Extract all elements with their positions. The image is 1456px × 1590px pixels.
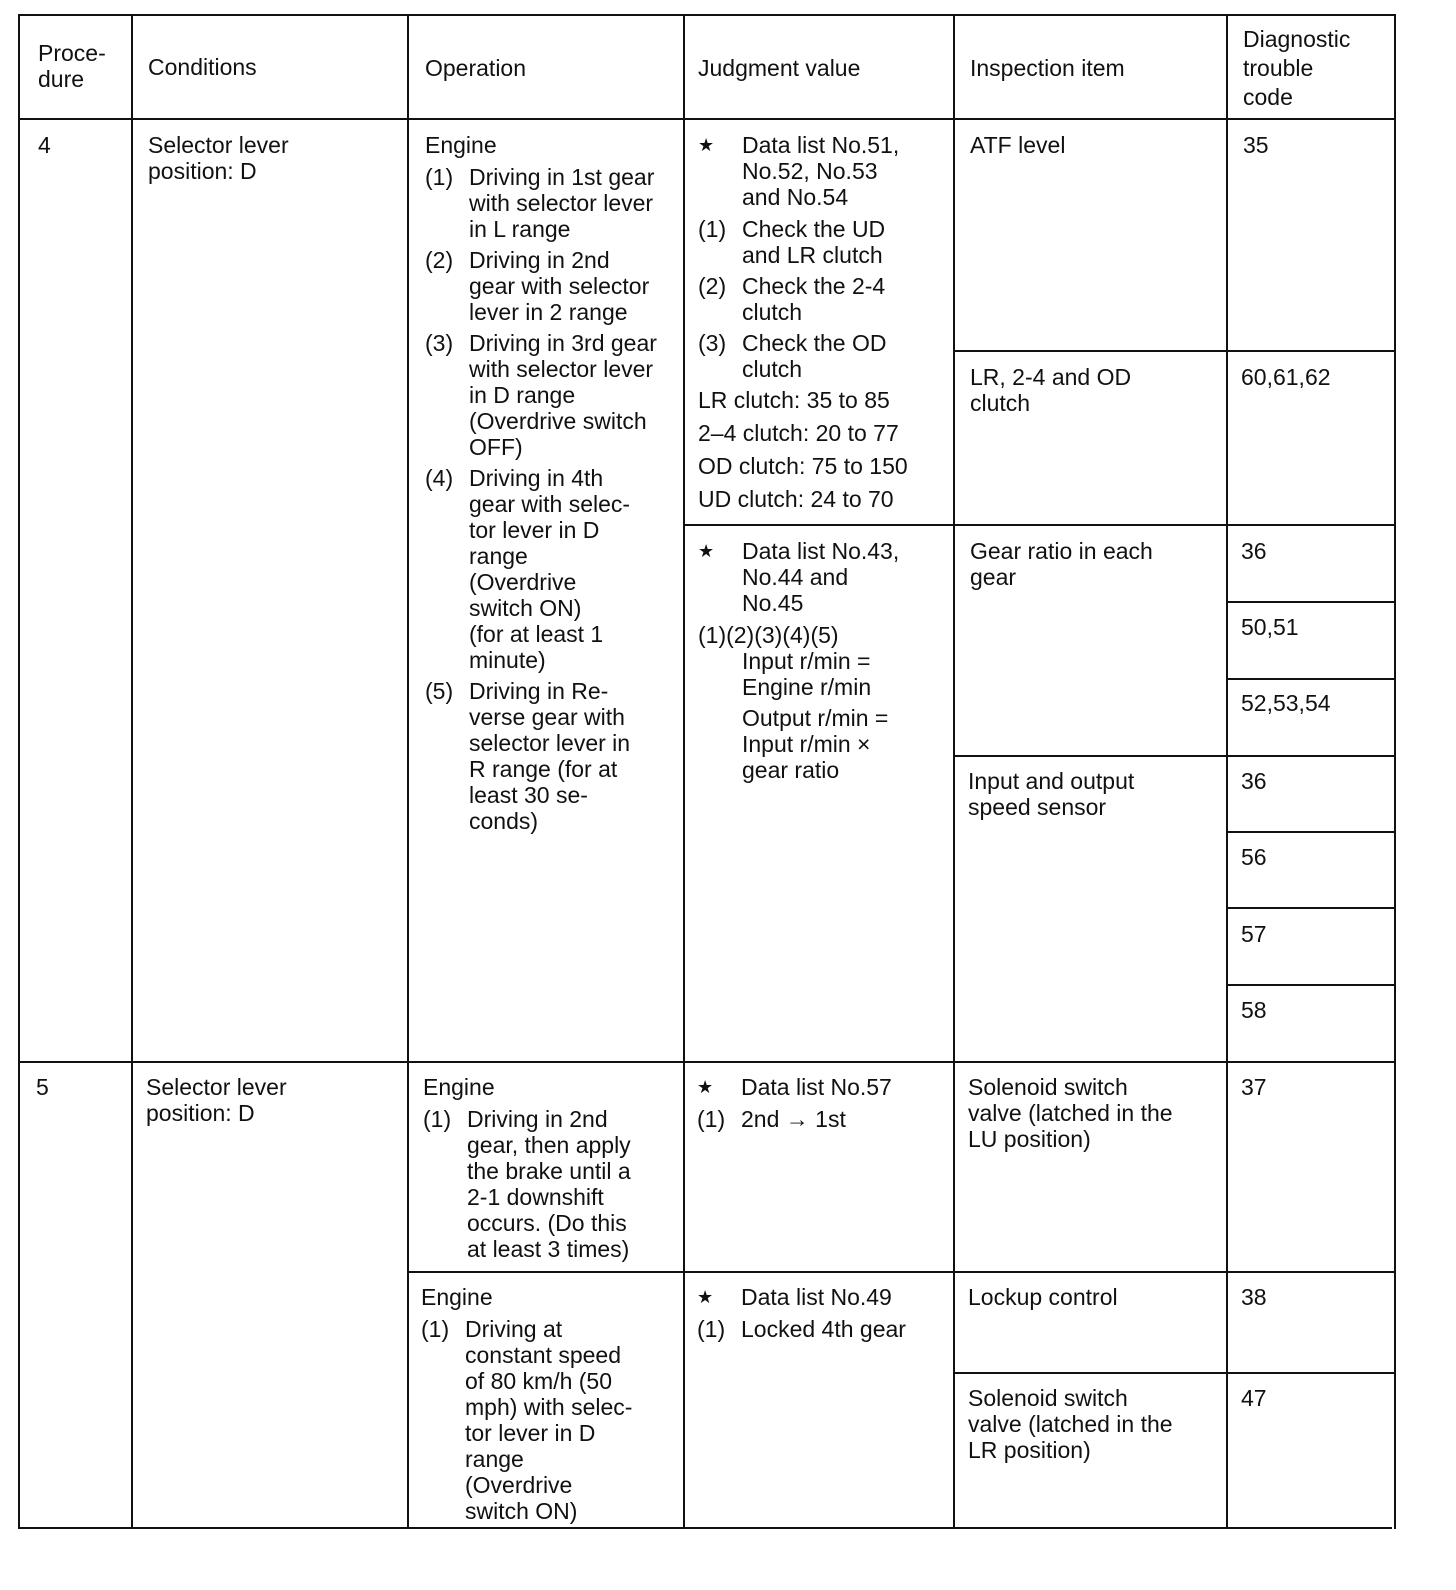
list-item: (1) Driving in 1st gear with selector lever in L range — [425, 164, 655, 242]
header-inspection-item: Inspection item — [970, 55, 1125, 81]
list-item: (1) 2nd → 1st — [697, 1106, 846, 1132]
cell-rule — [1226, 831, 1396, 833]
header-procedure: Proce- dure — [38, 40, 106, 92]
list-item: (4) Driving in 4th gear with selec- tor lever in D range (Overdrive switch ON) (for at least 1 minute) — [425, 465, 631, 673]
list-item: (3) Check the OD clutch — [698, 330, 887, 382]
table-border-right — [1394, 14, 1396, 1529]
dtc-code: 35 — [1243, 132, 1269, 158]
dtc-code: 52,53,54 — [1241, 690, 1331, 716]
formula: Input r/min = Engine r/min — [742, 648, 872, 700]
cell-rule — [953, 350, 1396, 352]
row-divider — [18, 1061, 1396, 1063]
cell-rule — [1226, 601, 1396, 603]
list-item: (3) Driving in 3rd gear with selector lever in D range (Overdrive switch OFF) — [425, 330, 657, 460]
cell-rule — [1226, 678, 1396, 680]
operation-cell — [421, 1284, 673, 1524]
dtc-code: 36 — [1241, 768, 1267, 794]
judgment-cell — [697, 1074, 947, 1132]
list-item: (1) Locked 4th gear — [697, 1316, 906, 1342]
inspection-item: LR, 2-4 and OD clutch — [970, 364, 1132, 416]
clutch-range: LR clutch: 35 to 85 — [698, 387, 890, 413]
col-divider — [953, 14, 955, 1529]
dtc-code: 60,61,62 — [1241, 364, 1331, 390]
header-judgment-value: Judgment value — [698, 55, 861, 81]
clutch-range: 2–4 clutch: 20 to 77 — [698, 420, 899, 446]
procedure-number: 4 — [38, 132, 51, 158]
header-operation: Operation — [425, 55, 527, 81]
inspection-item: Input and output speed sensor — [968, 768, 1135, 820]
list-item: (2) Check the 2-4 clutch — [698, 273, 886, 325]
operation-list — [421, 1316, 673, 1524]
table-border-left — [18, 14, 20, 1529]
formula: Output r/min = Input r/min × gear ratio — [742, 705, 889, 783]
operation-title: Engine — [425, 132, 497, 158]
data-list-reference: ★ Data list No.49 — [697, 1284, 892, 1310]
list-item: (1) Check the UD and LR clutch — [698, 216, 886, 268]
inspection-item: Lockup control — [968, 1284, 1118, 1310]
header-bottom-rule — [18, 118, 1396, 120]
operation-title: Engine — [421, 1284, 493, 1310]
dtc-code: 37 — [1241, 1074, 1267, 1100]
star-icon: ★ — [697, 1077, 714, 1097]
list-item: (5) Driving in Re- verse gear with selector lever in R range (for at least 30 se- conds) — [425, 678, 631, 834]
dtc-code: 58 — [1241, 997, 1267, 1023]
operation-cell — [423, 1074, 673, 1262]
dtc-code: 38 — [1241, 1284, 1267, 1310]
col-divider — [683, 14, 685, 1529]
inspection-item: Solenoid switch valve (latched in the LU position) — [968, 1074, 1173, 1152]
procedure-number: 5 — [36, 1074, 49, 1100]
cell-rule — [683, 524, 1396, 526]
clutch-range: UD clutch: 24 to 70 — [698, 486, 894, 512]
cell-rule — [953, 755, 1396, 757]
list-item: (1) Driving in 2nd gear, then apply the brake until a 2-1 downshift occurs. (Do this at least 3 times) — [423, 1106, 631, 1262]
operation-list — [425, 164, 677, 834]
judgment-list — [697, 1106, 947, 1132]
judgment-cell — [698, 538, 948, 783]
inspection-item: Gear ratio in each gear — [970, 538, 1153, 590]
star-icon: ★ — [697, 1287, 714, 1307]
cell-rule — [953, 1372, 1396, 1374]
dtc-code: 47 — [1241, 1385, 1267, 1411]
dtc-code: 57 — [1241, 921, 1267, 947]
dtc-code: 50,51 — [1241, 614, 1299, 640]
operation-title: Engine — [423, 1074, 495, 1100]
cell-rule — [1226, 907, 1396, 909]
list-item: (1) Driving at constant speed of 80 km/h (50 mph) with selec- tor lever in D range (Overdrive switch ON) — [421, 1316, 633, 1524]
header-dtc: Diagnostic trouble code — [1243, 26, 1351, 110]
data-list-reference: ★ Data list No.43, No.44 and No.45 — [698, 538, 900, 616]
list-item: (2) Driving in 2nd gear with selector lever in 2 range — [425, 247, 650, 325]
col-divider — [407, 14, 409, 1529]
cell-rule — [407, 1271, 1396, 1273]
data-list-reference: ★ Data list No.51, No.52, No.53 and No.54 — [698, 132, 900, 210]
data-list-reference: ★ Data list No.57 — [697, 1074, 892, 1100]
col-divider — [131, 14, 133, 1529]
conditions-text: Selector lever position: D — [146, 1074, 287, 1126]
clutch-range: OD clutch: 75 to 150 — [698, 453, 908, 479]
judgment-list — [697, 1316, 947, 1342]
dtc-code: 36 — [1241, 538, 1267, 564]
judgment-cell — [697, 1284, 947, 1342]
inspection-item: Solenoid switch valve (latched in the LR position) — [968, 1385, 1173, 1463]
table-border-top — [18, 14, 1396, 16]
table-border-bottom — [18, 1527, 1392, 1529]
judgment-list — [698, 216, 948, 382]
operation-list — [423, 1106, 673, 1262]
header-conditions: Conditions — [148, 54, 257, 80]
col-divider — [1226, 14, 1228, 1529]
judgment-cell — [698, 132, 948, 512]
conditions-text: Selector lever position: D — [148, 132, 289, 184]
cell-rule — [1226, 984, 1396, 986]
inspection-item: ATF level — [970, 132, 1066, 158]
dtc-code: 56 — [1241, 844, 1267, 870]
star-icon: ★ — [698, 135, 715, 155]
star-icon: ★ — [698, 541, 715, 561]
operation-cell — [425, 132, 677, 834]
procedure-numbers: (1)(2)(3)(4)(5) — [698, 622, 839, 648]
